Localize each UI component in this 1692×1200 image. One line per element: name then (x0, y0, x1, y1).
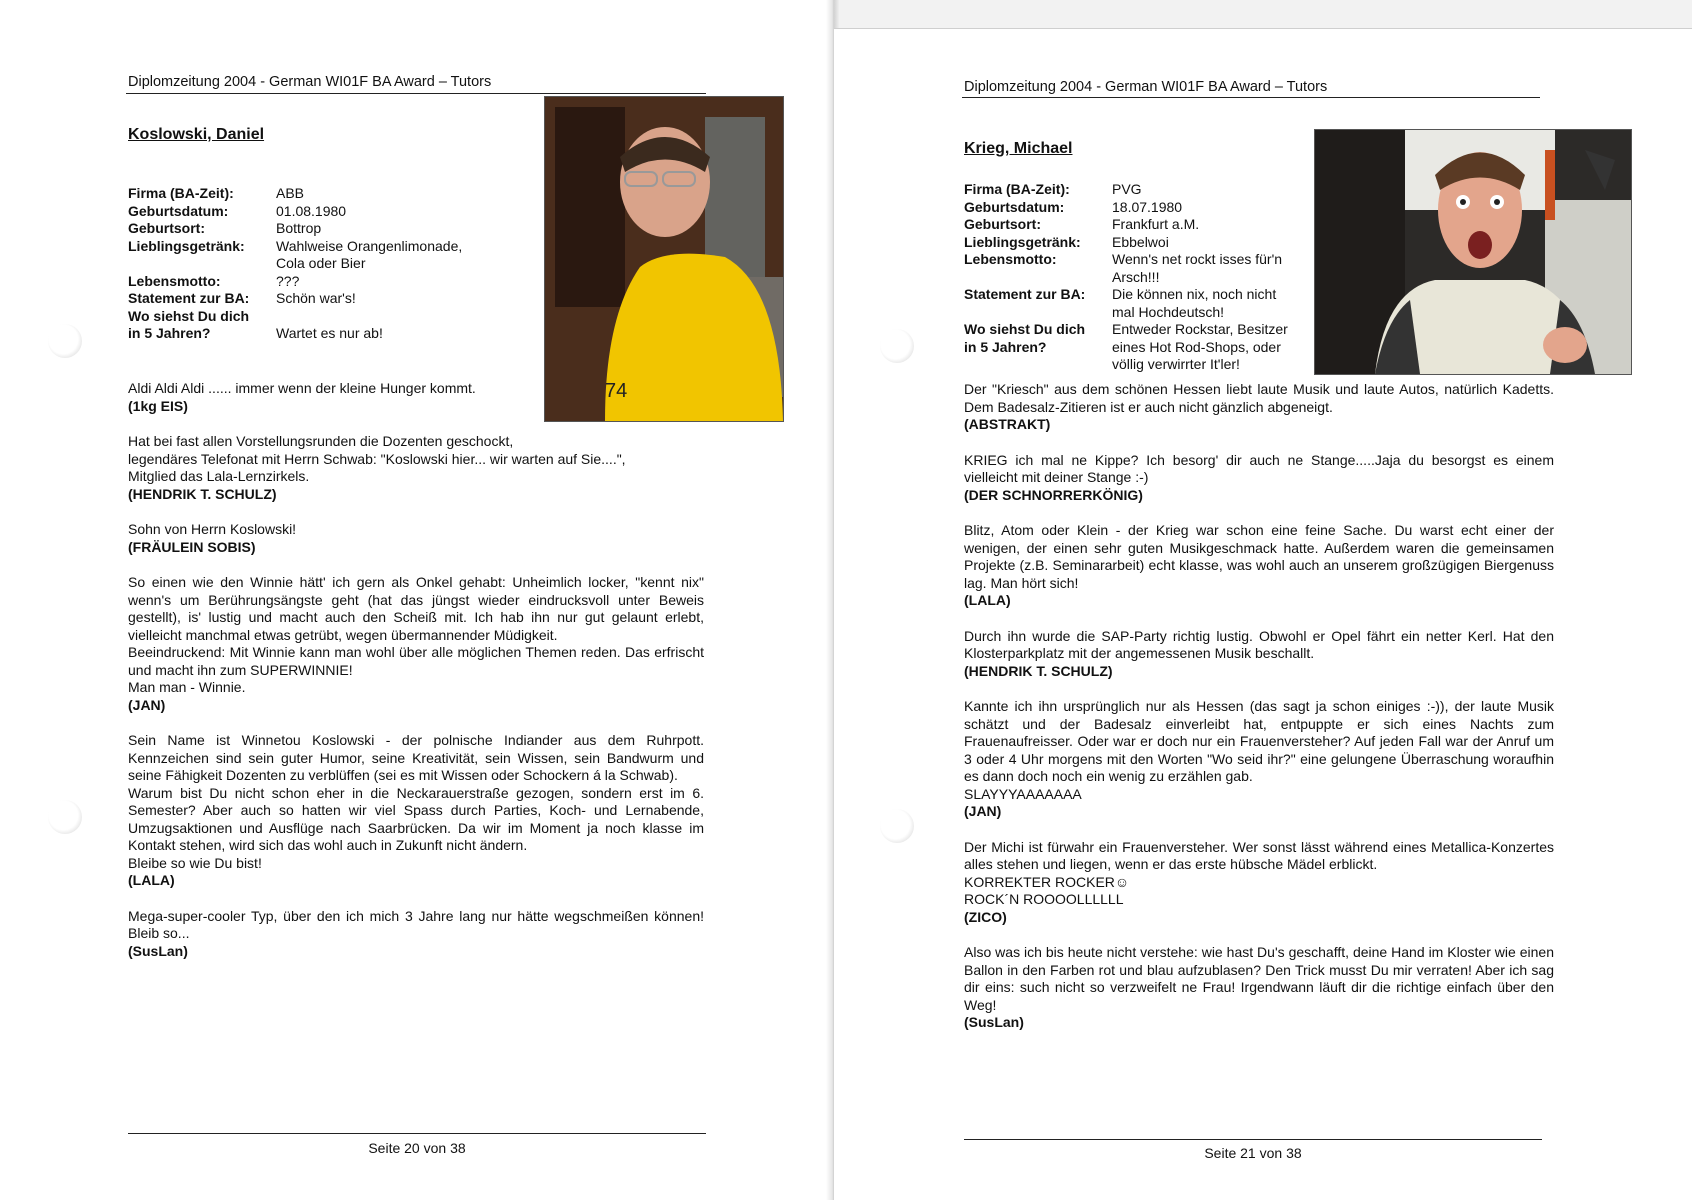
fact-label: Firma (BA-Zeit): (128, 185, 234, 201)
comment-block (964, 698, 1554, 821)
fact-label: Lebensmotto: (964, 251, 1057, 267)
comment-text: Durch ihn wurde die SAP-Party richtig lustig. Obwohl er Opel fährt ein netter Kerl. Hat den Klosterparkplatz mit der angemessenen Musik beschallt. (964, 627, 1554, 661)
left-page (0, 0, 834, 1200)
fact-row (964, 234, 1344, 252)
comment-text: Mega-super-cooler Typ, über den ich mich 3 Jahre lang nur hätte wegschmeißen können! Bleib so... (128, 907, 704, 941)
comment-block (128, 574, 704, 714)
comment-text: Aldi Aldi Aldi ...... immer wenn der kleine Hunger kommt. (128, 380, 476, 396)
comment-author: (SusLan) (128, 942, 188, 959)
fact-row (964, 251, 1344, 286)
comment-author: (HENDRIK T. SCHULZ) (128, 485, 277, 502)
comment-author: (JAN) (128, 696, 166, 713)
footer-rule (128, 1133, 706, 1134)
comment-block (128, 433, 704, 503)
comment-block (964, 944, 1554, 1032)
fact-value: Entweder Rockstar, Besitzer eines Hot Rod-Shops, oder völlig verwirrter It'ler! (1112, 321, 1288, 372)
comment-author: (LALA) (964, 592, 1011, 608)
fact-label: Geburtsort: (128, 220, 205, 236)
fact-row (964, 181, 1344, 199)
fact-label: Wo siehst Du dich in 5 Jahren? (128, 307, 250, 341)
fact-label: Wo siehst Du dich in 5 Jahren? (964, 321, 1086, 355)
fact-row (128, 290, 528, 308)
fact-label: Geburtsort: (964, 216, 1041, 232)
punch-hole (880, 809, 914, 843)
fact-row (964, 286, 1344, 321)
fact-value: Wahlweise Orangenlimonade, Cola oder Bier (276, 237, 463, 271)
punch-hole (48, 324, 82, 358)
fact-label: Statement zur BA: (964, 286, 1086, 302)
fact-row (128, 185, 528, 203)
fact-label: Firma (BA-Zeit): (964, 181, 1070, 197)
comment-text: KRIEG ich mal ne Kippe? Ich besorg' dir auch ne Stange.....Jaja du besorgst es einem vielleicht mit deiner Stange :-) (964, 451, 1554, 485)
fact-row (964, 321, 1344, 374)
comment-block (964, 381, 1554, 434)
fact-row (128, 238, 528, 273)
page-header-title: Diplomzeitung 2004 - German WI01F BA Award – Tutors (964, 79, 1328, 95)
fact-value: 18.07.1980 (1112, 198, 1183, 215)
profile-photo (1314, 129, 1632, 375)
comment-block (964, 452, 1554, 505)
fact-value: Frankfurt a.M. (1112, 216, 1200, 232)
punch-hole (880, 329, 914, 363)
fact-value: Bottrop (276, 220, 322, 236)
fact-value: Ebbelwoi (1112, 233, 1169, 250)
comment-text: Der "Kriesch" aus dem schönen Hessen liebt laute Musik und laute Autos, natürlich Kadetts. Dem Badesalz-Zitieren ist er auch nicht gänzlich abgeneigt. (964, 381, 1554, 415)
comment-text: Der Michi ist fürwahr ein Frauenversteher. Wer sonst lässt während eines Metallica-Konzertes alles stehen und liegen, wenn er das erste hübsche Mädel erblickt. KORREKTER ROCKER☺ ROCK´N ROOOOLLLLLL (964, 838, 1554, 907)
fact-row (964, 199, 1344, 217)
fact-label: Geburtsdatum: (128, 202, 229, 219)
fact-value: Wartet es nur ab! (276, 325, 383, 341)
comment-author: (ZICO) (964, 908, 1007, 925)
fact-row (128, 203, 528, 221)
person-name: Krieg, Michael (964, 140, 1073, 157)
comment-author: (1kg EIS) (128, 397, 188, 414)
right-page (834, 28, 1692, 1200)
page-header-title: Diplomzeitung 2004 - German WI01F BA Award – Tutors (128, 74, 492, 90)
comment-block (128, 521, 704, 556)
header-rule (962, 97, 1540, 98)
profile-facts (964, 181, 1344, 374)
fact-row (128, 220, 528, 238)
comment-text: Hat bei fast allen Vorstellungsrunden die Dozenten geschockt, legendäres Telefonat mit Herrn Schwab: "Koslowski hier... wir warten auf Sie....", Mitglied das Lala-Lernzirkels. (128, 433, 626, 484)
comment-author: (SusLan) (964, 1014, 1024, 1030)
person-name: Koslowski, Daniel (128, 126, 265, 143)
comment-block (964, 628, 1554, 681)
comment-text: Kannte ich ihn ursprünglich nur als Hessen (das sagt ja schon einiges :-)), der laute Musik schätzt und der Badesalz einverleibt hat, entpuppte er sich eines Nachts zum Frauenaufreisser. Oder war er doch nur ein Frauenversteher? Auf jeden Fall war der Anruf um 3 oder 4 Uhr morgens mit den Worten "Wo seid ihr?" eine gelungene Überraschung woraufhin es dann doch noch ein wenig zu erzählen gab. SLAYYYAAAAAAA (964, 698, 1554, 802)
comment-text: Sohn von Herrn Koslowski! (128, 521, 297, 537)
fact-row (964, 216, 1344, 234)
comment-text: Also was ich bis heute nicht verstehe: wie hast Du's geschafft, deine Hand im Kloster wie einen Ballon in den Farben rot und blau aufzublasen? Den Trick musst Du mir verraten! Aber ich sag dir eins: such nicht so verzweifelt ne Frau! Irgendwann läuft dir die richtige einfach über den Weg! (964, 944, 1554, 1013)
fact-value: ABB (276, 185, 305, 201)
fact-label: Geburtsdatum: (964, 198, 1065, 215)
fact-value: ??? (276, 272, 300, 289)
fact-value: Schön war's! (276, 290, 356, 306)
profile-facts (128, 185, 528, 343)
comment-text: Sein Name ist Winnetou Koslowski - der polnische Indiander aus dem Ruhrpott. Kennzeichen sind sein guter Humor, seine Kreativität, sein Wissen, sein Bandwurm und seine Fähigkeit Dozenten zu verblüffen (sei es mit Wissen oder Schockern á la Schwab). Warum bist Du nicht schon eher in die Neckarauerstraße gezogen, sondern erst im 6. Semester? Aber auch so hatten wir viel Spass durch Parties, Koch- und Lernabende, Umzugsaktionen und Ausflüge nach Saarbrücken. Da wir im Moment ja noch klasse im Kontakt stehen, wird sich das wohl auch in Zukunft nicht ändern. Bleibe so wie Du bist! (128, 732, 704, 871)
header-rule (126, 93, 706, 94)
footer-rule (964, 1139, 1542, 1140)
profile-photo-image (545, 97, 783, 421)
fact-label: Statement zur BA: (128, 290, 250, 306)
fact-row (128, 308, 528, 343)
fact-label: Lebensmotto: (128, 272, 221, 289)
fact-label: Lieblingsgetränk: (128, 237, 245, 254)
comment-author: (FRÄULEIN SOBIS) (128, 538, 256, 555)
page-number: Seite 20 von 38 (368, 1140, 466, 1156)
comment-block (964, 839, 1554, 927)
comment-block (128, 908, 704, 961)
comment-author: (DER SCHNORRERKÖNIG) (964, 486, 1143, 503)
comment-text: Blitz, Atom oder Klein - der Krieg war schon eine feine Sache. Du warst echt einer der wenigen, der einen sehr guten Musikgeschmack hatte. Außerdem waren die gemeinsamen Projekte (z.B. Seminararbeit) echt klasse, was wohl auch an unserem großzügigen Biergenuss lag. Man hört sich! (964, 522, 1554, 591)
comment-author: (JAN) (964, 803, 1002, 819)
comment-block (128, 732, 704, 890)
svg-text:74: 74 (605, 380, 628, 402)
comment-author: (ABSTRAKT) (964, 416, 1051, 432)
comment-text: So einen wie den Winnie hätt' ich gern als Onkel gehabt: Unheimlich locker, "kennt nix" wenn's um Berührungsängste geht (hat das jüngst wieder eindrucksvoll unter Beweis gestellt), is' lustig und macht auch den Scheiß mit. Ich hab ihn nur gut gelaunt erlebt, vielleicht manchmal etwas getrübt, wegen übermannender Müdigkeit. Beeindruckend: Mit Winnie kann man wohl über alle möglichen Themen reden. Das erfrischt und macht ihn zum SUPERWINNIE! Man man - Winnie. (128, 574, 704, 695)
comments-section (128, 380, 704, 978)
comment-block (128, 380, 704, 415)
profile-photo (544, 96, 784, 422)
comment-author: (HENDRIK T. SCHULZ) (964, 662, 1113, 679)
punch-hole (48, 800, 82, 834)
fact-value: Die können nix, noch nicht mal Hochdeutsch! (1112, 286, 1277, 320)
fact-row (128, 273, 528, 291)
fact-value: 01.08.1980 (276, 202, 347, 219)
comments-section (964, 381, 1554, 1050)
comment-block (964, 522, 1554, 610)
fact-label: Lieblingsgetränk: (964, 233, 1081, 250)
page-number: Seite 21 von 38 (1204, 1145, 1302, 1161)
fact-value: Wenn's net rockt isses für'n Arsch!!! (1112, 251, 1283, 285)
comment-author: (LALA) (128, 872, 175, 888)
fact-value: PVG (1112, 181, 1142, 197)
profile-photo-image (1315, 130, 1631, 374)
